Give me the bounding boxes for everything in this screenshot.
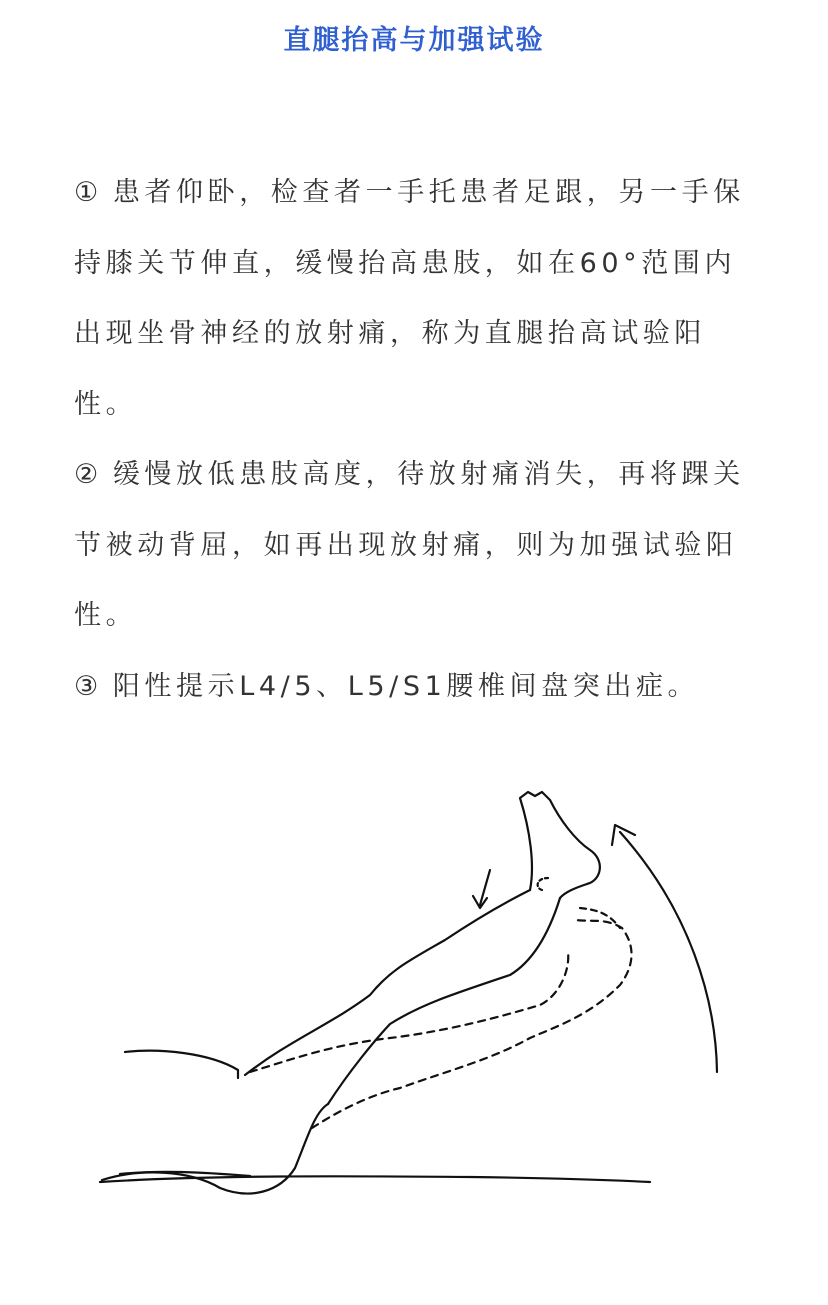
- step-2-text: 缓慢放低患肢高度，待放射痛消失，再将踝关节被动背屈，如再出现放射痛，则为加强试验阳性。: [74, 459, 745, 631]
- lowered-foot-dashed: [580, 908, 620, 928]
- straight-leg-raise-illustration: [90, 770, 770, 1220]
- buttock-outline: [125, 1051, 238, 1078]
- ground-line: [100, 1176, 650, 1182]
- raised-foot-outline: [520, 792, 600, 898]
- heel-mark: [538, 878, 548, 890]
- step-2-paragraph: [74, 440, 764, 652]
- step-3-marker: ③: [74, 670, 103, 702]
- step-1-marker: ①: [74, 177, 103, 208]
- curved-arrow-shaft: [620, 832, 717, 1072]
- step-1-text: 患者仰卧，检查者一手托患者足跟，另一手保持膝关节伸直，缓慢抬高患肢，如在60°范围内出现坐骨神经的放射痛，称为直腿抬高试验阳性。: [74, 177, 745, 420]
- step-3-paragraph: [74, 652, 764, 723]
- step-3-text: 阳性提示L4/5、L5/S1腰椎间盘突出症。: [112, 670, 700, 702]
- page-title: 直腿抬高与加强试验: [283, 25, 545, 56]
- step-2-marker: ②: [74, 459, 103, 490]
- article-body: [74, 158, 764, 722]
- step-1-paragraph: [74, 158, 764, 440]
